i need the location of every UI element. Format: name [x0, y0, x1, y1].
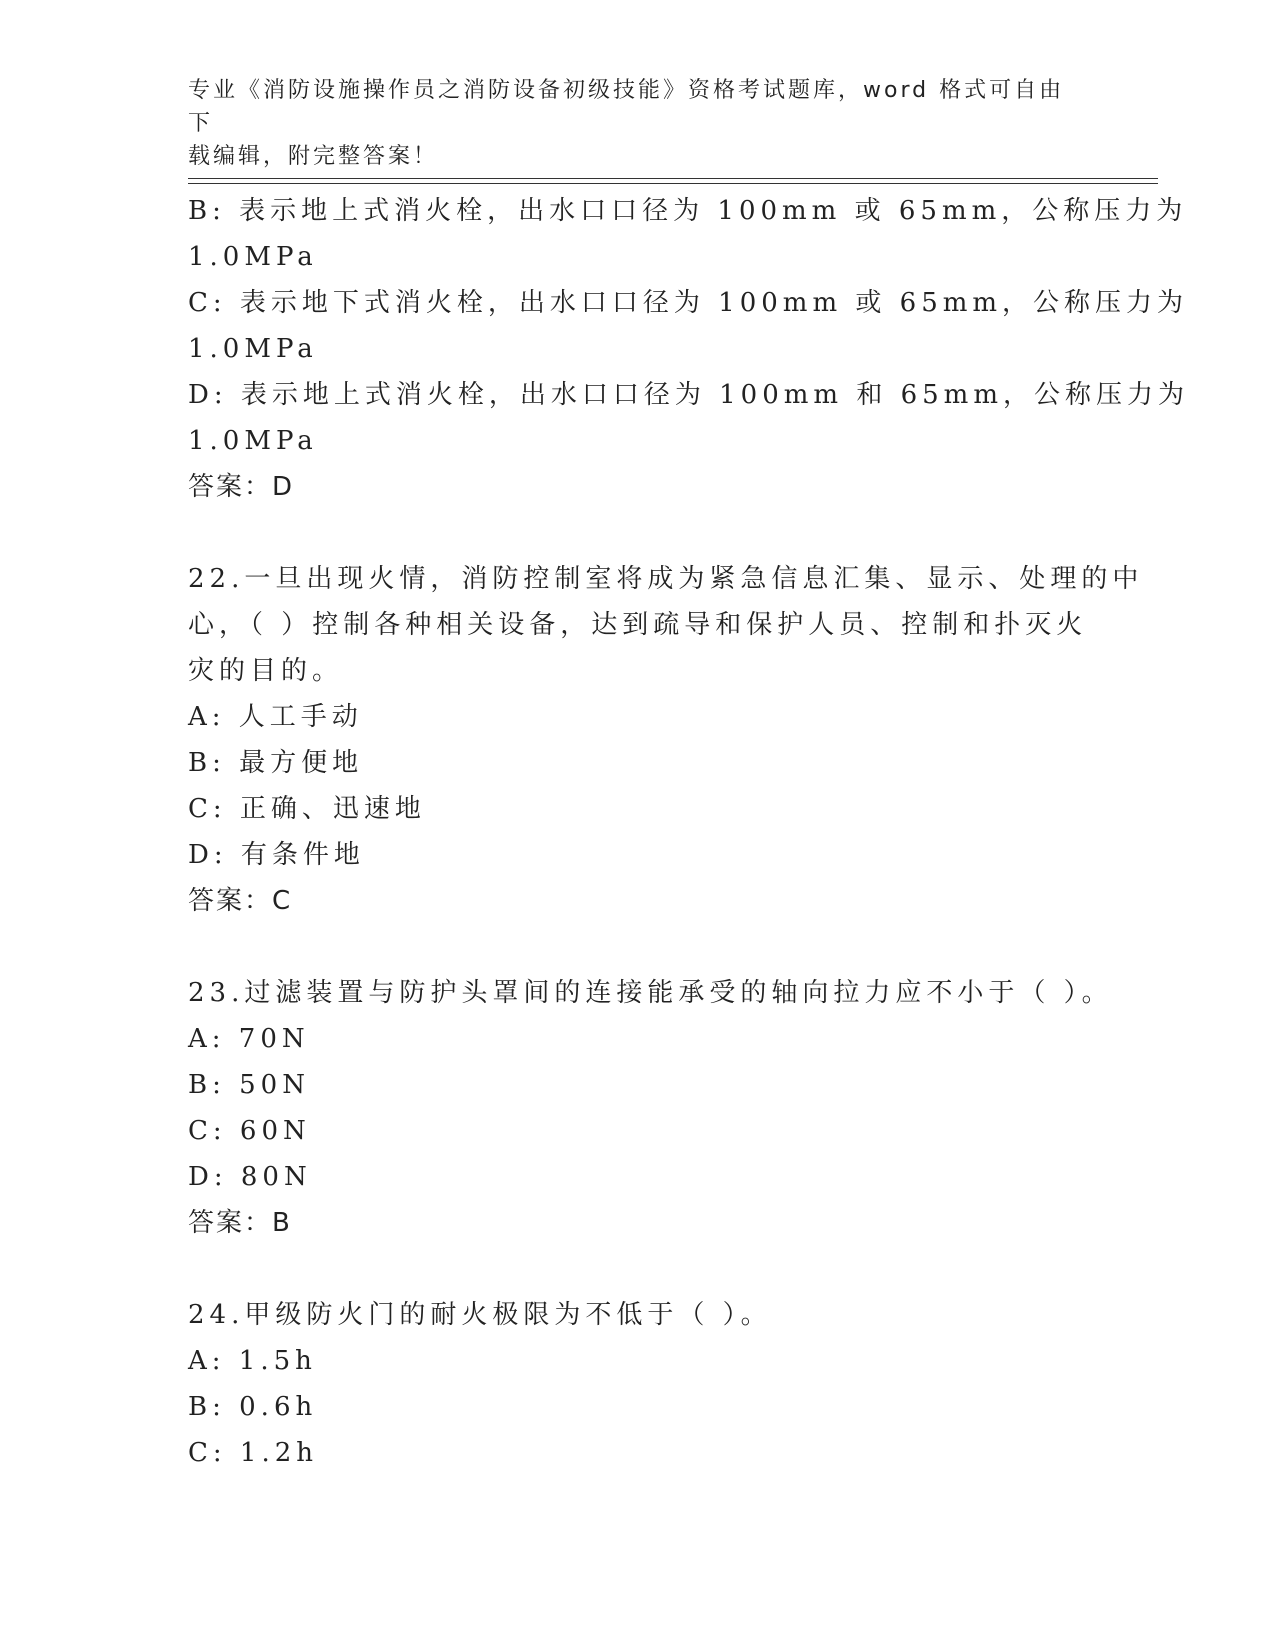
document-header — [188, 74, 1088, 173]
option-a: A: 70N — [188, 1024, 310, 1054]
question-stem-line-1: 22.一旦出现火情，消防控制室将成为紧急信息汇集、显示、处理的中 — [188, 564, 1144, 594]
spacer — [188, 1246, 1088, 1292]
option-d: D: 80N — [188, 1162, 312, 1192]
answer: 答案：D — [188, 472, 295, 502]
option-b-line-1: B: 表示地上式消火栓，出水口口径为 100mm 或 65mm，公称压力为 — [188, 196, 1188, 226]
spacer — [188, 924, 1088, 970]
option-c-line-1: C: 表示地下式消火栓，出水口口径为 100mm 或 65mm，公称压力为 — [188, 288, 1189, 318]
question-21 — [188, 188, 1189, 510]
header-line-1: 专业《消防设施操作员之消防设备初级技能》资格考试题库，word 格式可自由下 — [188, 78, 1065, 136]
option-c: C: 1.2h — [188, 1438, 319, 1468]
question-list — [188, 188, 1189, 1476]
answer: 答案：B — [188, 1208, 292, 1238]
option-b: B: 50N — [188, 1070, 310, 1100]
question-stem-line-1: 23.过滤装置与防护头罩间的连接能承受的轴向拉力应不小于（ ）。 — [188, 978, 1113, 1008]
spacer — [188, 510, 1088, 556]
option-b-line-2: 1.0MPa — [188, 242, 318, 272]
answer: 答案：C — [188, 886, 293, 916]
question-22 — [188, 556, 1144, 924]
option-a: A: 1.5h — [188, 1346, 317, 1376]
option-d-line-2: 1.0MPa — [188, 426, 318, 456]
option-d-line-1: D: 表示地上式消火栓，出水口口径为 100mm 和 65mm，公称压力为 — [188, 380, 1189, 410]
question-23 — [188, 970, 1113, 1246]
option-c: C: 正确、迅速地 — [188, 794, 426, 824]
option-a: A: 人工手动 — [188, 702, 363, 732]
option-b: B: 0.6h — [188, 1392, 318, 1422]
header-divider — [188, 178, 1158, 184]
option-c-line-2: 1.0MPa — [188, 334, 318, 364]
header-line-2: 载编辑，附完整答案！ — [188, 144, 439, 169]
question-stem-line-3: 灾的目的。 — [188, 656, 344, 686]
option-d: D: 有条件地 — [188, 840, 365, 870]
question-stem-line-1: 24.甲级防火门的耐火极限为不低于（ ）。 — [188, 1300, 772, 1330]
question-24 — [188, 1292, 1088, 1476]
option-b: B: 最方便地 — [188, 748, 364, 778]
question-stem-line-2: 心，（ ）控制各种相关设备，达到疏导和保护人员、控制和扑灭火 — [188, 610, 1088, 640]
option-c: C: 60N — [188, 1116, 311, 1146]
